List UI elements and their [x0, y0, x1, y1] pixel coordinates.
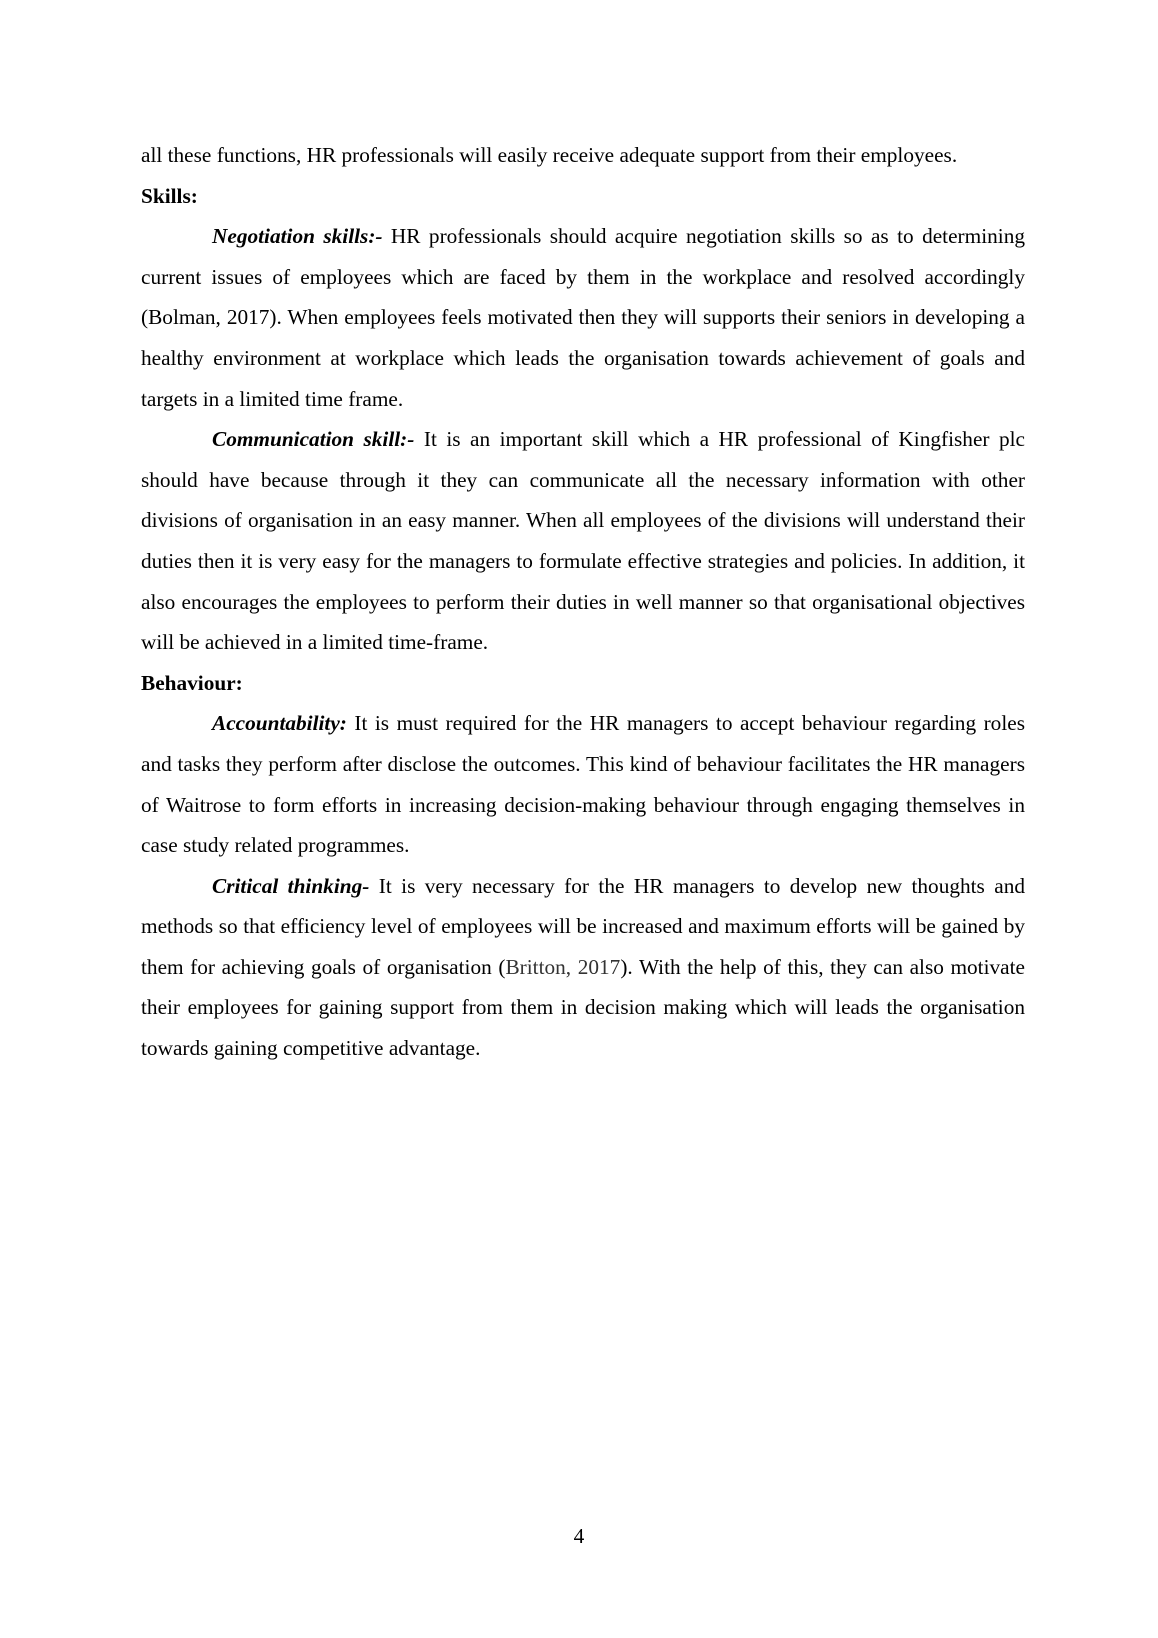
behaviour-heading: Behaviour:	[141, 670, 243, 695]
communication-skill-term: Communication skill:-	[212, 427, 415, 452]
critical-thinking-term: Critical thinking-	[212, 873, 370, 898]
accountability-text: It is must required for the HR managers to accept behaviour regarding roles and tasks they perform after disclose the outcomes. This kind of behaviour facilitates the HR managers of Waitrose to form efforts in increasing decision-making behaviour through engaging themselves in case study related programmes.	[141, 711, 1025, 858]
accountability-paragraph	[141, 703, 1025, 865]
page-body	[141, 135, 1025, 1069]
critical-thinking-text-after-citation: ). With the help of this, they can also motivate their employees for gaining support from them in decision making which will leads the organisation towards gaining competitive advantage.	[141, 954, 1025, 1061]
page-number: 4	[573, 1524, 585, 1548]
negotiation-skills-term: Negotiation skills:-	[212, 224, 383, 249]
critical-thinking-paragraph	[141, 866, 1025, 1069]
negotiation-skills-paragraph	[141, 216, 1025, 419]
communication-skill-paragraph	[141, 419, 1025, 663]
accountability-term: Accountability:	[212, 711, 347, 736]
communication-skill-text: It is an important skill which a HR professional of Kingfisher plc should have because through it they can communicate all the necessary information with other divisions of organisation in an easy manner. When all employees of the divisions will understand their duties then it is very easy for the managers to formulate effective strategies and policies. In addition, it also encourages the employees to perform their duties in well manner so that organisational objectives will be achieved in a limited time-frame.	[141, 427, 1025, 655]
intro-paragraph: all these functions, HR professionals will easily receive adequate support from their employees.	[141, 143, 958, 167]
critical-thinking-citation: Britton, 2017	[505, 954, 621, 979]
critical-thinking-text-before-citation: It is very necessary for the HR managers to develop new thoughts and methods so that efficiency level of employees will be increased and maximum efforts will be gained by them for achieving goals of organisation (	[141, 873, 1026, 979]
skills-heading: Skills:	[141, 183, 198, 208]
negotiation-skills-text: HR professionals should acquire negotiation skills so as to determining current issues of employees which are faced by them in the workplace and resolved accordingly (Bolman, 2017). When employees feels motivated then they will supports their seniors in developing a healthy environment at workplace which leads the organisation towards achievement of goals and targets in a limited time frame.	[141, 224, 1025, 411]
